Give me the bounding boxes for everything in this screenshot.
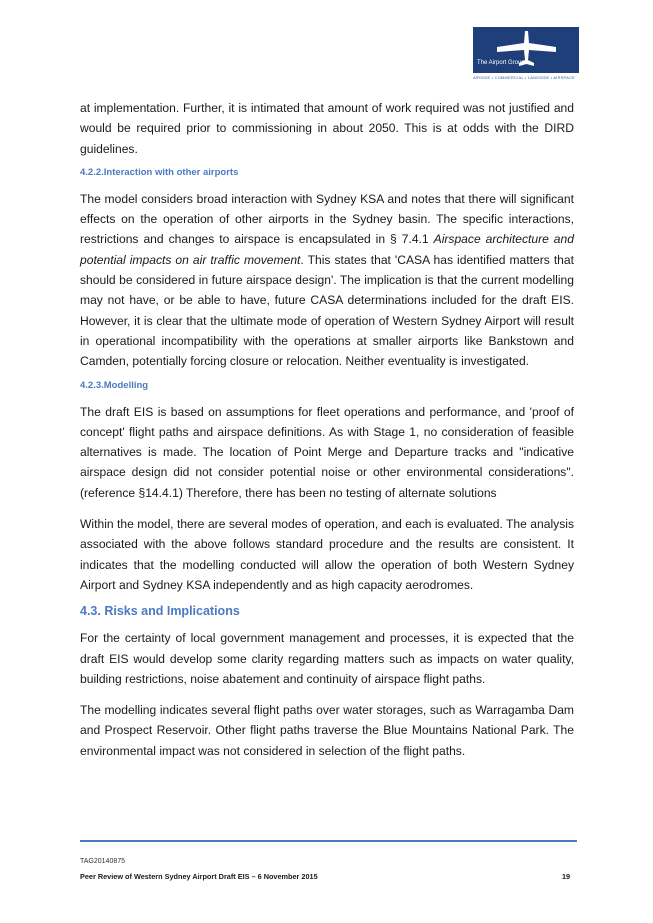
paragraph-continuation: at implementation. Further, it is intimated that amount of work required was not justified and would be required prior to commissioning in about 2050. This is at odds with the DIRD guidelines.	[80, 101, 574, 156]
paragraph-interaction-part2: . This states that 'CASA has identified matters that should be considered in future airspace design'. The implication is that the current modelling may not have, or be able to have, future CASA determinations included for the draft EIS. However, it is clear that the ultimate mode of operation of Western Sydney Airport will result in operational incompatibility with the operations at smaller airports like Bankstown and Camden, potentially forcing closure or relocation. Neither eventuality is investigated.	[80, 252, 574, 369]
page-number: 19	[562, 872, 571, 881]
company-logo	[473, 27, 579, 82]
logo-tagline: AIRSIDE • COMMERCIAL • LANDSIDE • AIRSPACE	[473, 75, 575, 80]
logo-badge	[473, 27, 579, 73]
paragraph-local-government: For the certainty of local government management and processes, it is expected that the draft EIS would develop some clarity regarding matters such as impacts on water quality, building restrictions, noise abatement and continuity of airspace flight paths.	[80, 631, 574, 686]
footer-reference: TAG20140875	[80, 858, 126, 865]
paragraph-interaction-part1: The model considers broad interaction with Sydney KSA and notes that there will significant effects on the operation of other airports in the Sydney basin. The specific interactions, restrictions and changes to airspace is encapsulated in § 7.4.1	[80, 191, 574, 247]
heading-interaction-with-other-airports: 4.2.2.Interaction with other airports	[80, 166, 239, 178]
paragraph-flight-paths: The modelling indicates several flight paths over water storages, such as Warragamba Dam and Prospect Reservoir. Other flight paths traverse the Blue Mountains National Park. The environmental impact was not considered in selection of the flight paths.	[80, 703, 574, 758]
paragraph-interaction	[80, 189, 574, 372]
paragraph-modes-of-operation: Within the model, there are several modes of operation, and each is evaluated. The analysis associated with the above follows standard procedure and the results are consistent. It indicates that the modelling conducted will allow the operation of both Western Sydney Airport and Sydney KSA independently and as high capacity aerodromes.	[80, 517, 574, 592]
heading-risks-and-implications: 4.3. Risks and Implications	[80, 604, 240, 619]
airplane-icon	[473, 27, 579, 73]
paragraph-modelling-assumptions: The draft EIS is based on assumptions for fleet operations and performance, and 'proof of concept' flight paths and airspace definitions. As with Stage 1, no consideration of feasible alternatives is made. The location of Point Merge and Departure tracks and "indicative airspace design did not consider potential noise or other environmental considerations". (reference §14.4.1) Therefore, there has been no testing of alternate solutions	[80, 404, 574, 500]
footer-document-title: Peer Review of Western Sydney Airport Draft EIS – 6 November 2015	[80, 872, 318, 881]
logo-name: The Airport Group	[477, 60, 525, 66]
heading-modelling: 4.2.3.Modelling	[80, 379, 149, 391]
footer-divider	[80, 840, 577, 842]
page-body	[80, 98, 574, 761]
paragraph-interaction-citation: Airspace architecture and potential impacts on air traffic movement	[80, 232, 574, 267]
